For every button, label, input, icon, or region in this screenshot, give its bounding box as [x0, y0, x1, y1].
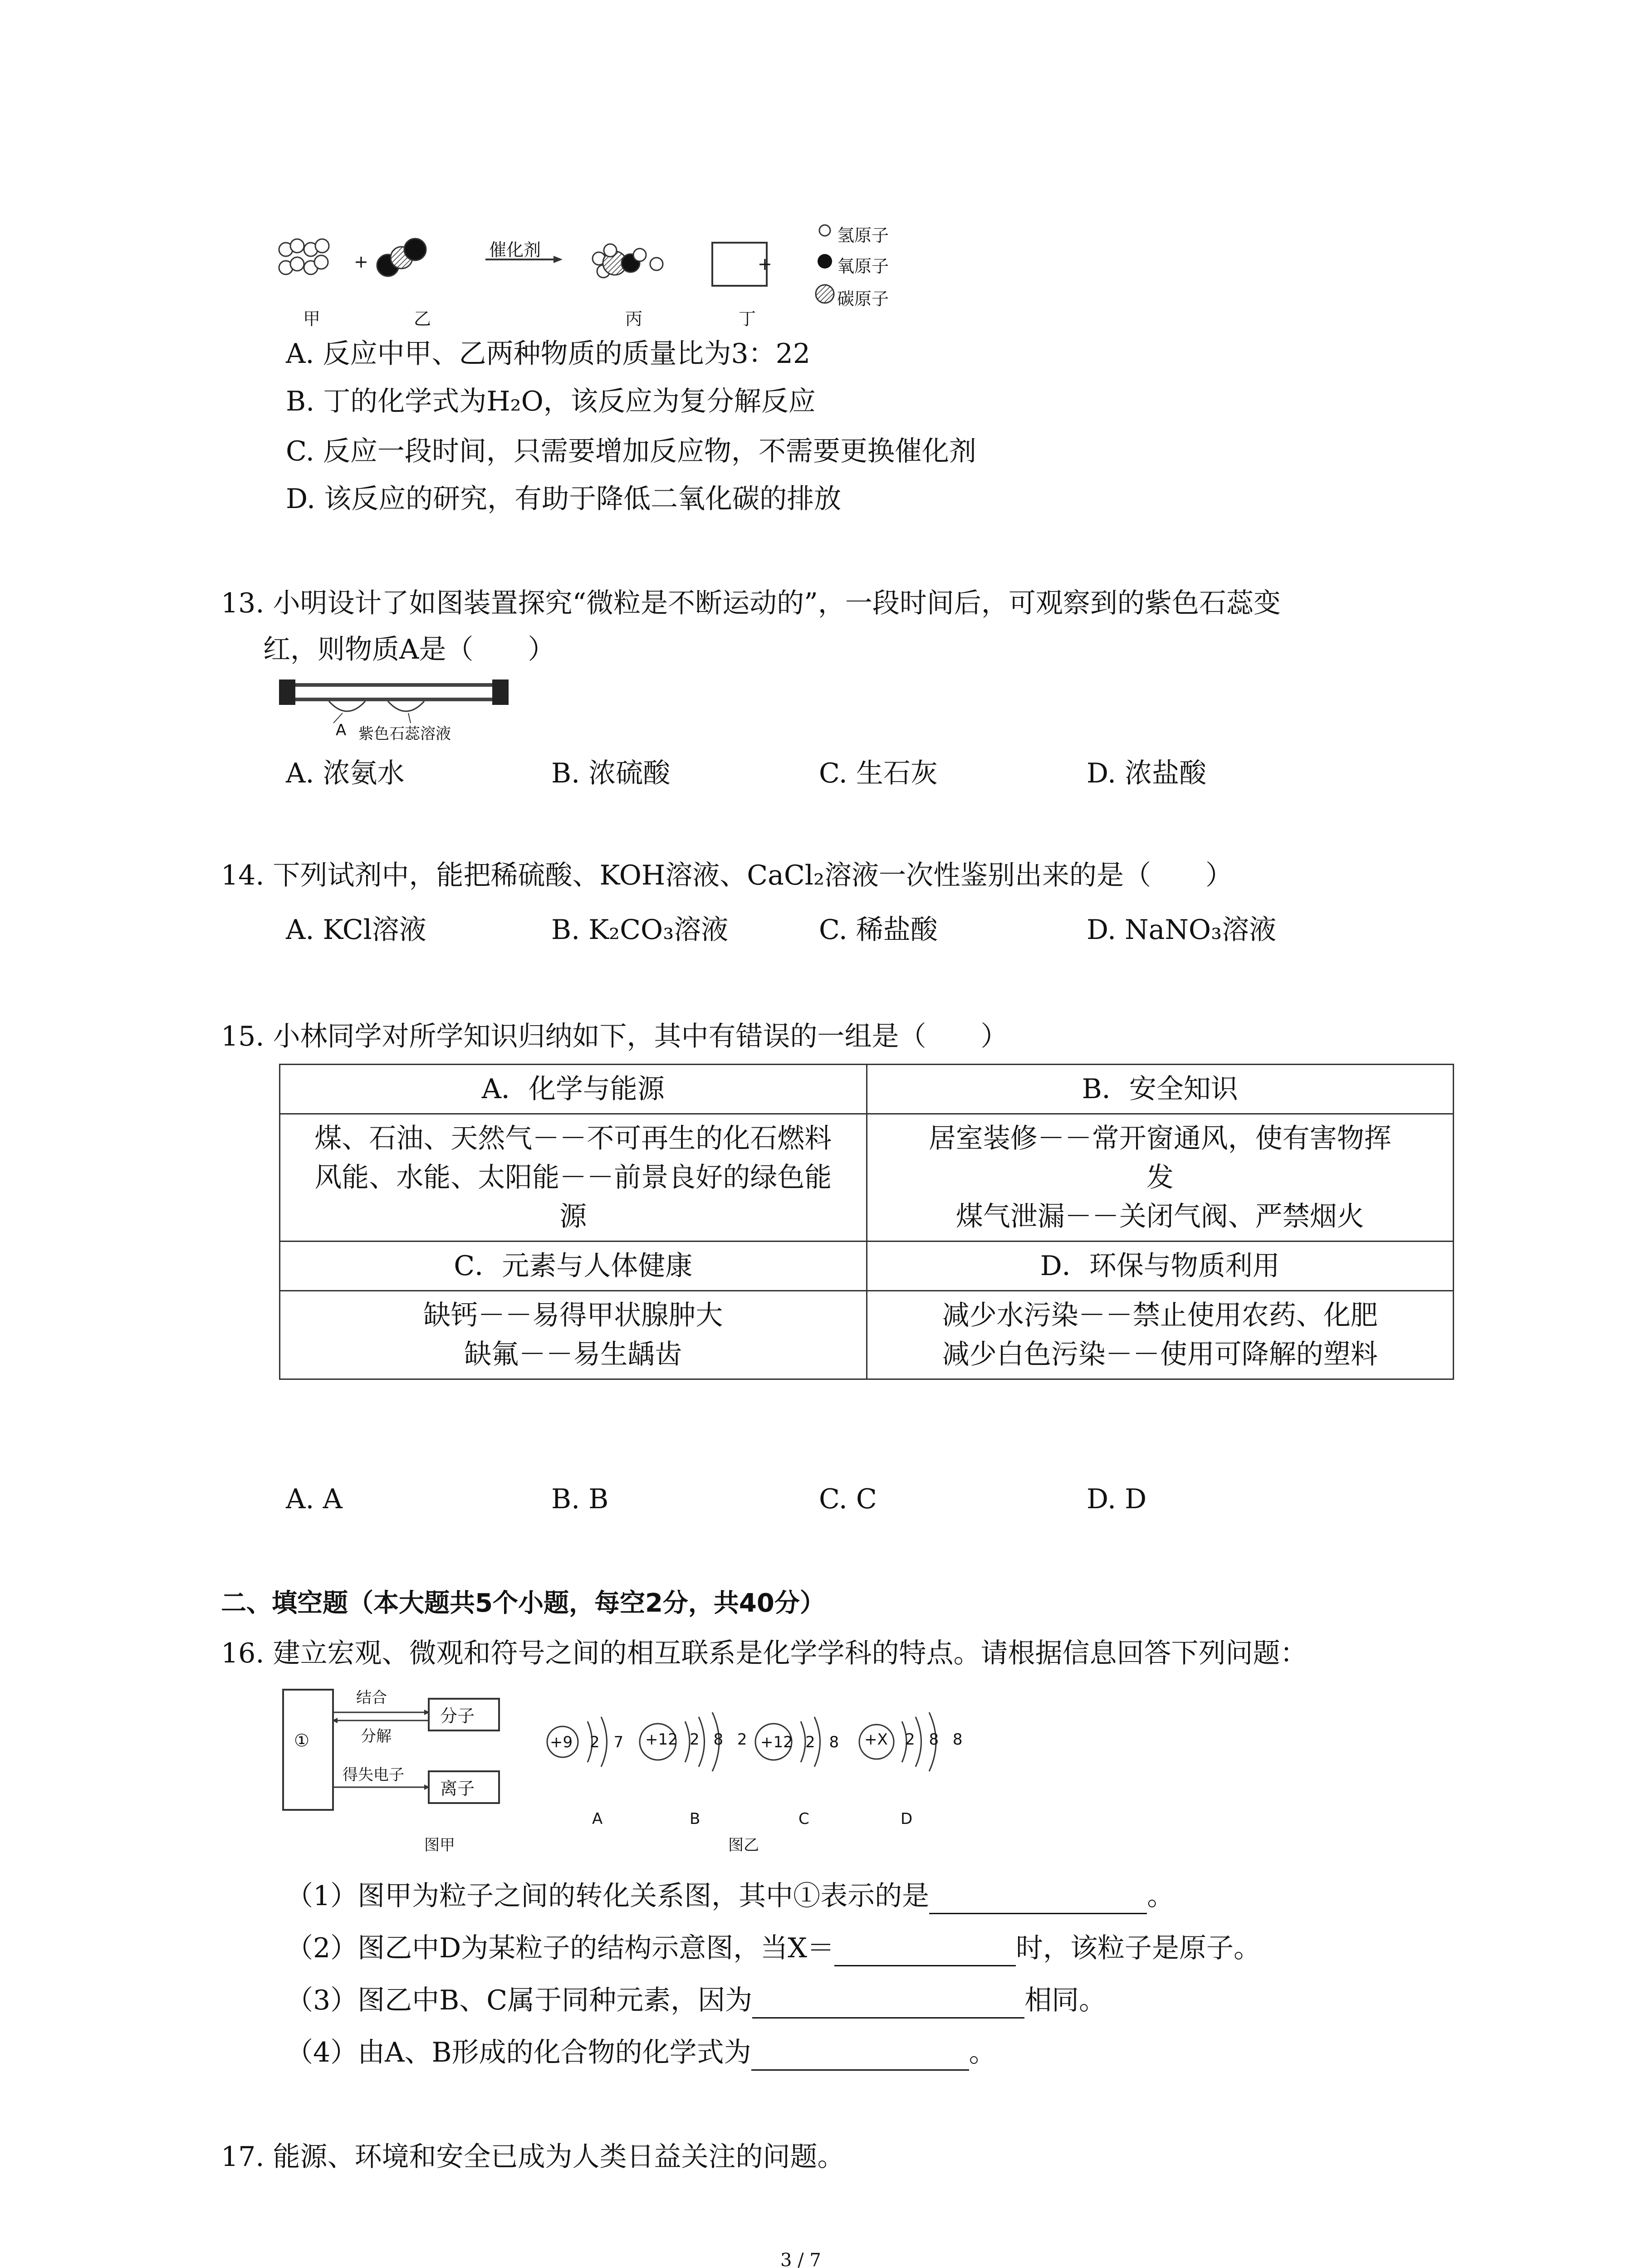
co2-molecule: [377, 239, 426, 276]
label-yi: 乙: [414, 309, 431, 329]
atom-c-label: C: [798, 1810, 809, 1828]
hydrogen-molecules: [279, 239, 329, 274]
legend-carbon: 碳原子: [837, 289, 889, 309]
q12-option-b: B. 丁的化学式为H₂O，该反应为复分解反应: [286, 386, 816, 417]
q15-option-d: D. D: [1087, 1483, 1147, 1515]
q15-option-a: A. A: [286, 1483, 343, 1515]
q14-option-c: C. 稀盐酸: [819, 914, 938, 946]
q13-option-d: D. 浓盐酸: [1087, 758, 1207, 789]
q14-option-b: B. K₂CO₃溶液: [551, 914, 729, 946]
answer-blank-4[interactable]: [751, 2042, 969, 2071]
label-bing: 丙: [625, 309, 643, 329]
q13-stem-line1: 13. 小明设计了如图装置探究“微粒是不断运动的”，一段时间后，可观察到的紫色石蕊变: [221, 587, 1281, 619]
q16-sub2: （2）图乙中D为某粒子的结构示意图，当X＝ 时，该粒子是原子。: [286, 1930, 1261, 1966]
table-head-a: A．化学与能源: [280, 1065, 867, 1114]
page-number: 3 / 7: [780, 2250, 821, 2268]
q12-option-d: D. 该反应的研究，有助于降低二氧化碳的排放: [286, 483, 842, 515]
q14-option-a: A. KCl溶液: [286, 914, 426, 946]
q15-knowledge-table: [279, 1064, 1454, 1380]
jia-circle-label: ①: [294, 1730, 310, 1750]
q15-option-b: B. B: [551, 1483, 609, 1515]
q14-option-d: D. NaNO₃溶液: [1087, 914, 1277, 946]
q16-sub1: （1）图甲为粒子之间的转化关系图，其中①表示的是 。: [286, 1878, 1174, 1914]
q13-option-a: A. 浓氨水: [286, 758, 405, 789]
legend-hydrogen: 氢原子: [837, 225, 889, 245]
atom-b-label: B: [690, 1810, 700, 1828]
q12-option-a: A. 反应中甲、乙两种物质的质量比为3：22: [286, 338, 810, 370]
q13-option-c: C. 生石灰: [819, 758, 938, 789]
catalyst-label: 催化剂: [489, 240, 541, 260]
q15-option-c: C. C: [819, 1483, 877, 1515]
q13-stem-line2: 红，则物质A是（ ）: [263, 634, 555, 665]
q13-label-solution: 紫色石蕊溶液: [358, 725, 451, 743]
table-body-a: 煤、石油、天然气－－不可再生的化石燃料 风能、水能、太阳能－－前景良好的绿色能 源: [280, 1114, 867, 1242]
table-head-b: B．安全知识: [867, 1065, 1454, 1114]
answer-blank-3[interactable]: [752, 1990, 1024, 2019]
table-head-c: C．元素与人体健康: [280, 1242, 867, 1291]
atom-a-shells: 2 7: [590, 1733, 628, 1751]
table-body-b: 居室装修－－常开窗通风，使有害物挥 发 煤气泄漏－－关闭气阀、严禁烟火: [867, 1114, 1454, 1242]
jia-caption: 图甲: [424, 1836, 455, 1854]
q17-stem: 17. 能源、环境和安全已成为人类日益关注的问题。: [221, 2141, 845, 2173]
label-jia: 甲: [303, 309, 321, 329]
label-ding: 丁: [739, 309, 756, 329]
q12-option-c: C. 反应一段时间，只需要增加反应物，不需要更换催化剂: [286, 435, 976, 467]
q15-stem: 15. 小林同学对所学知识归纳如下，其中有错误的一组是（ ）: [221, 1021, 1008, 1052]
atom-d-nucleus: +X: [864, 1730, 888, 1749]
atom-d-shells: 2 8 8: [905, 1730, 967, 1749]
answer-blank-1[interactable]: [929, 1886, 1147, 1914]
jia-box-molecule: 分子: [440, 1706, 475, 1726]
plus-sign: +: [758, 254, 772, 274]
atom-a-nucleus: +9: [550, 1733, 573, 1751]
jia-arrow-combine: 结合: [356, 1689, 387, 1707]
q14-stem: 14. 下列试剂中，能把稀硫酸、KOH溶液、CaCl₂溶液一次性鉴别出来的是（ ）: [221, 860, 1233, 891]
atom-b-shells: 2 8 2: [690, 1730, 752, 1749]
jia-arrow-electron: 得失电子: [343, 1766, 404, 1784]
section-heading: 二、填空题（本大题共5个小题，每空2分，共40分）: [221, 1589, 825, 1618]
atom-c-nucleus: +12: [760, 1733, 793, 1751]
product-bing-molecule: [593, 244, 646, 278]
q13-option-b: B. 浓硫酸: [551, 758, 671, 789]
q16-sub3: （3）图乙中B、C属于同种元素，因为 相同。: [286, 1982, 1106, 2019]
atom-c-shells: 2 8: [805, 1733, 844, 1751]
yi-caption: 图乙: [728, 1836, 759, 1854]
atom-b-nucleus: +12: [645, 1730, 678, 1749]
plus-sign: +: [354, 252, 368, 272]
answer-blank-2[interactable]: [834, 1938, 1016, 1966]
table-body-c: 缺钙－－易得甲状腺肿大 缺氟－－易生龋齿: [280, 1291, 867, 1379]
atom-d-label: D: [901, 1810, 913, 1828]
legend-oxygen: 氧原子: [837, 256, 889, 276]
q13-label-a: A: [336, 721, 347, 739]
table-head-d: D．环保与物质利用: [867, 1242, 1454, 1291]
atom-a-label: A: [592, 1810, 603, 1828]
q16-sub4: （4）由A、B形成的化合物的化学式为 。: [286, 2034, 996, 2071]
table-body-d: 减少水污染－－禁止使用农药、化肥 减少白色污染－－使用可降解的塑料: [867, 1291, 1454, 1379]
jia-arrow-decompose: 分解: [361, 1727, 392, 1745]
jia-box-ion: 离子: [440, 1779, 475, 1799]
q16-stem: 16. 建立宏观、微观和符号之间的相互联系是化学学科的特点。请根据信息回答下列问题：: [221, 1637, 1308, 1669]
